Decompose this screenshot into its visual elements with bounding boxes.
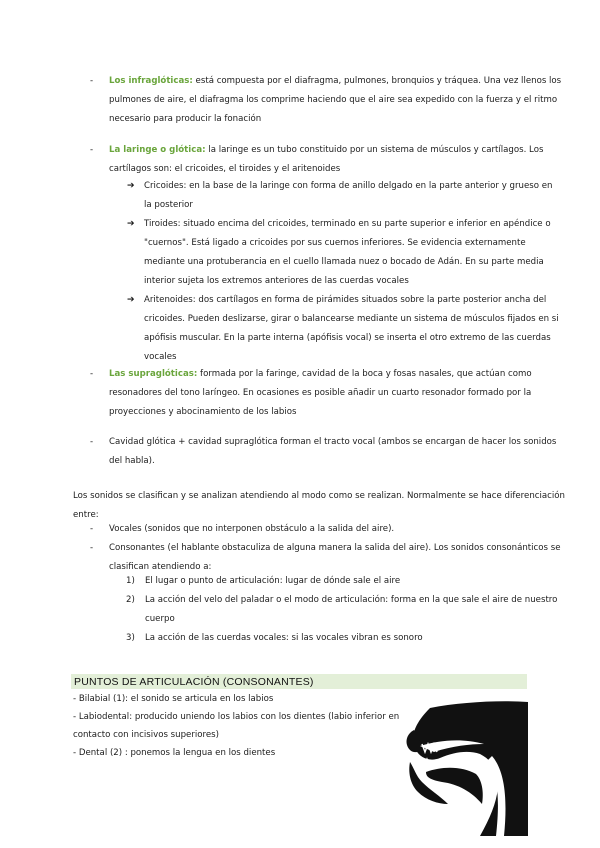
- bullet-infraglotticas: [90, 72, 562, 129]
- bullet-dash: -: [90, 524, 94, 534]
- bullet-dash: -: [90, 145, 94, 155]
- infra-text-2: pulmones de aire, el diafragma los comprime haciendo que el aire sea expedido con la fuerza y el ritmo: [109, 95, 558, 105]
- aritenoides-text-4: vocales: [144, 352, 177, 362]
- supra-text-2: resonadores del tono laríngeo. En ocasiones es posible añadir un cuarto resonador formado por la: [109, 388, 532, 398]
- bullet-dash: -: [90, 543, 94, 553]
- cricoides-text-1: Cricoides: en la base de la laringe con forma de anillo delgado en la parte anterior y grueso en: [144, 181, 553, 191]
- laringe-text-2: cartílagos son: el cricoides, el tiroides y el aritenoides: [109, 164, 341, 174]
- tiroides-text-3: mediante una protuberancia en el cuello llamada nuez o bocado de Adán. En su parte media: [144, 257, 544, 267]
- supra-text-3: proyecciones y abocinamiento de los labios: [109, 407, 297, 417]
- term-supraglotticas: Las supraglóticas:: [109, 369, 198, 379]
- arrow-icon: ➔: [127, 219, 135, 229]
- bullet-vocales: [90, 520, 395, 539]
- bullet-laringe: [90, 141, 544, 179]
- arrow-icon: ➔: [127, 295, 135, 305]
- aritenoides-text-2: cricoides. Pueden deslizarse, girar o balancearse mediante un sistema de músculos fijados en si: [144, 314, 559, 324]
- tiroides-text-4: interior sujeta los extremos anteriores de las cuerdas vocales: [144, 276, 409, 286]
- aritenoides-text-1: Aritenoides: dos cartílagos en forma de pirámides situados sobre la parte posterior ancha del: [144, 295, 547, 305]
- articulation-points-list: [73, 690, 399, 762]
- labiodental-line-2: contacto con incisivos superiores): [73, 730, 219, 740]
- bullet-dash: -: [90, 437, 94, 447]
- vocal-tract-diagram: [400, 700, 528, 836]
- cricoides-text-2: la posterior: [144, 200, 193, 210]
- consonantes-text-2: clasifican atendiendo a:: [109, 562, 212, 572]
- tract-text-2: del habla).: [109, 456, 155, 466]
- infra-text-3: necesario para producir la fonación: [109, 114, 262, 124]
- bilabial-line: - Bilabial (1): el sonido se articula en los labios: [73, 694, 274, 704]
- infra-text-1: está compuesta por el diafragma, pulmones, bronquios y tráquea. Una vez llenos los: [192, 76, 562, 86]
- criterion-2-text-2: cuerpo: [145, 614, 175, 624]
- list-number: 2): [126, 595, 135, 605]
- consonantes-text-1: Consonantes (el hablante obstaculiza de alguna manera la salida del aire). Los sonidos consonánticos se: [109, 543, 561, 553]
- labiodental-line-1: - Labiodental: producido uniendo los labios con los dientes (labio inferior en: [73, 712, 400, 722]
- intro-text-2: entre:: [73, 510, 99, 520]
- criterion-3-text: La acción de las cuerdas vocales: si las vocales vibran es sonoro: [145, 633, 423, 643]
- list-number: 3): [126, 633, 135, 643]
- dental-line: - Dental (2) : ponemos la lengua en los dientes: [73, 748, 276, 758]
- vocales-text: Vocales (sonidos que no interponen obstáculo a la salida del aire).: [109, 524, 395, 534]
- supra-text-1: formada por la faringe, cavidad de la boca y fosas nasales, que actúan como: [197, 369, 532, 379]
- bullet-dash: -: [90, 76, 94, 86]
- tract-text-1: Cavidad glótica + cavidad supraglótica forman el tracto vocal (ambos se encargan de hacer los sonidos: [109, 437, 557, 447]
- criterion-1-text: El lugar o punto de articulación: lugar de dónde sale el aire: [145, 576, 401, 586]
- tiroides-text-2: "cuernos". Está ligado a cricoides por sus cuernos inferiores. Se evidencia externamente: [144, 238, 526, 248]
- bullet-dash: -: [90, 369, 94, 379]
- term-laringe: La laringe o glótica:: [109, 145, 206, 155]
- criteria-list: [126, 572, 558, 648]
- section-title: PUNTOS DE ARTICULACIÓN (CONSONANTES): [74, 676, 314, 688]
- criterion-2-text-1: La acción del velo del paladar o el modo de articulación: forma en la que sale el aire de nuestro: [145, 595, 558, 605]
- aritenoides-text-3: apófisis muscular. En la parte interna (apófisis vocal) se inserta el otro extremo de las cuerdas: [144, 333, 551, 343]
- arrow-icon: ➔: [127, 181, 135, 191]
- laringe-text-1: la laringe es un tubo constituido por un sistema de músculos y cartílagos. Los: [205, 145, 544, 155]
- list-number: 1): [126, 576, 135, 586]
- cartilage-list: [127, 177, 559, 367]
- bullet-supraglotticas: [90, 365, 532, 422]
- term-infraglotticas: Los infraglóticas:: [109, 76, 193, 86]
- intro-text-1: Los sonidos se clasifican y se analizan atendiendo al modo como se realizan. Normalmente se hace diferenciación: [73, 491, 565, 501]
- tiroides-text-1: Tiroides: situado encima del cricoides, terminado en su parte superior e inferior en apéndice o: [144, 219, 551, 229]
- bullet-tracto-vocal: [90, 433, 557, 471]
